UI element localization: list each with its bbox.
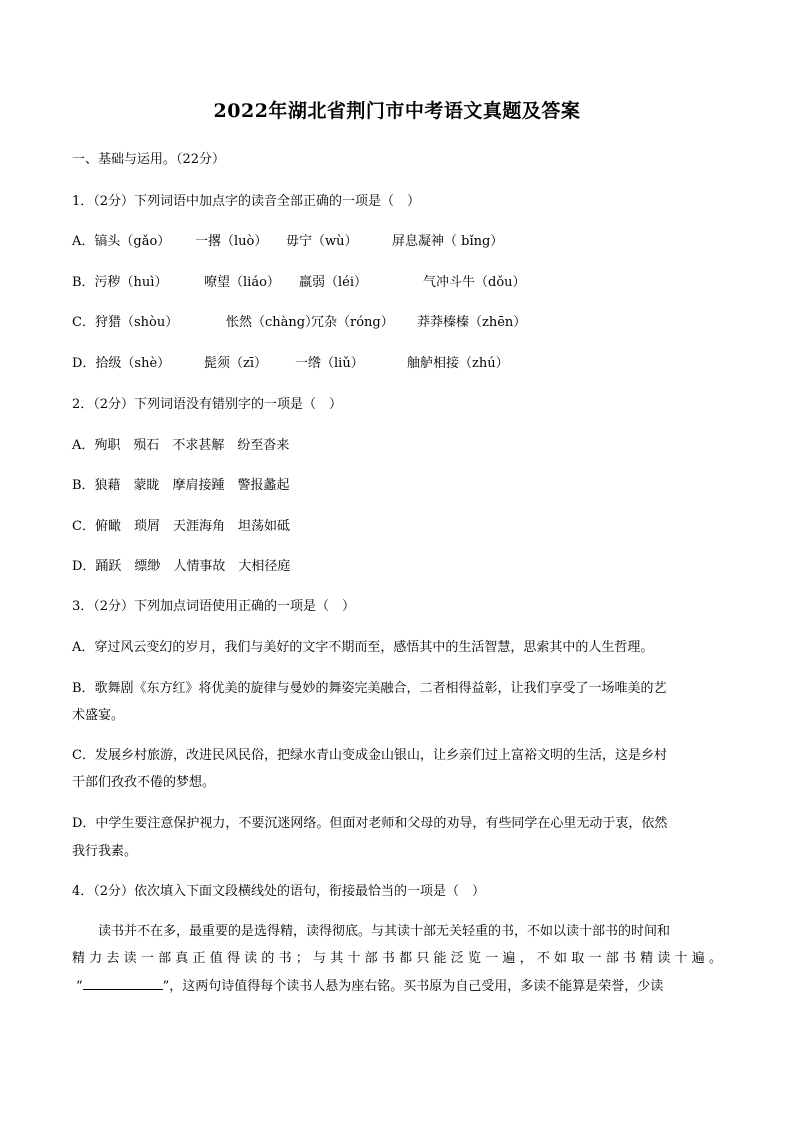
question-1-stem: 1．（2分）下列词语中加点字的读音全部正确的一项是（ ） (72, 194, 421, 209)
question-1-option-c: C．狩猎（shòu） 怅然（chàng）冗杂（róng） 莽莽榛榛（zhēn） (72, 315, 527, 330)
question-2-option-c: C．俯瞰 琐屑 天涯海角 坦荡如砥 (72, 519, 290, 534)
question-1-option-a: A．镐头（gǎo） 一撂（luò） 毋宁（wù） 屏息凝神（ bǐng） (72, 234, 504, 249)
question-2-option-d: D．踊跃 缥缈 人情事故 大相径庭 (72, 559, 291, 574)
question-2-option-a: A．殉职 殒石 不求甚解 纷至沓来 (72, 438, 290, 453)
passage-line-3: “ ”，这两句诗值得每个读书人悬为座右铭。买书原为自己受用，多读不能算是荣誉，少读 (76, 976, 663, 997)
question-3-option-c-line1: C．发展乡村旅游，改进民风民俗，把绿水青山变成金山银山，让乡亲们过上富裕文明的生活，这是乡村 (72, 748, 667, 763)
passage-line-1: 读书并不在多，最重要的是选得精，读得彻底。与其读十部无关轻重的书，不如以读十部书的时间和 (98, 924, 671, 939)
question-4-stem: 4．（2分）依次填入下面文段横线处的语句，衔接最恰当的一项是（ ） (72, 884, 486, 899)
question-3-option-b-line2: 术盛宴。 (72, 708, 125, 723)
question-3-stem: 3．（2分）下列加点词语使用正确的一项是（ ） (72, 599, 356, 614)
question-2-stem: 2．（2分）下列词语没有错别字的一项是（ ） (72, 397, 343, 412)
fill-in-blank[interactable] (83, 976, 163, 990)
section-heading: 一、基础与运用。（22分） (72, 152, 226, 167)
question-3-option-a: A．穿过风云变幻的岁月，我们与美好的文字不期而至，感悟其中的生活智慧，思索其中的人生哲理。 (72, 640, 654, 655)
question-1-option-d: D．拾级（shè） 髭须（zī） 一绺（liǔ） 舳舻相接（zhú） (72, 356, 509, 371)
question-3-option-d-line2: 我行我素。 (72, 844, 138, 859)
question-1-option-b: B．污秽（huì） 嘹望（liáo） 羸弱（léi） 气冲斗牛（dǒu） (72, 275, 526, 290)
question-3-option-b-line1: B．歌舞剧《东方红》将优美的旋律与曼妙的舞姿完美融合，二者相得益彰，让我们享受了一场唯美的艺 (72, 681, 667, 696)
question-2-option-b: B．狼藉 蒙眬 摩肩接踵 警报蠡起 (72, 478, 290, 493)
passage-line-2: 精力去读一部真正值得读的书；与其十部书都只能泛览一遍，不如取一部书精读十遍。 (72, 951, 722, 966)
question-3-option-d-line1: D．中学生要注意保护视力，不要沉迷网络。但面对老师和父母的劝导，有些同学在心里无动于衷，依然 (72, 816, 668, 831)
question-3-option-c-line2: 干部们孜孜不倦的梦想。 (72, 775, 216, 790)
page-title: 2022年湖北省荆门市中考语文真题及答案 (213, 100, 581, 122)
